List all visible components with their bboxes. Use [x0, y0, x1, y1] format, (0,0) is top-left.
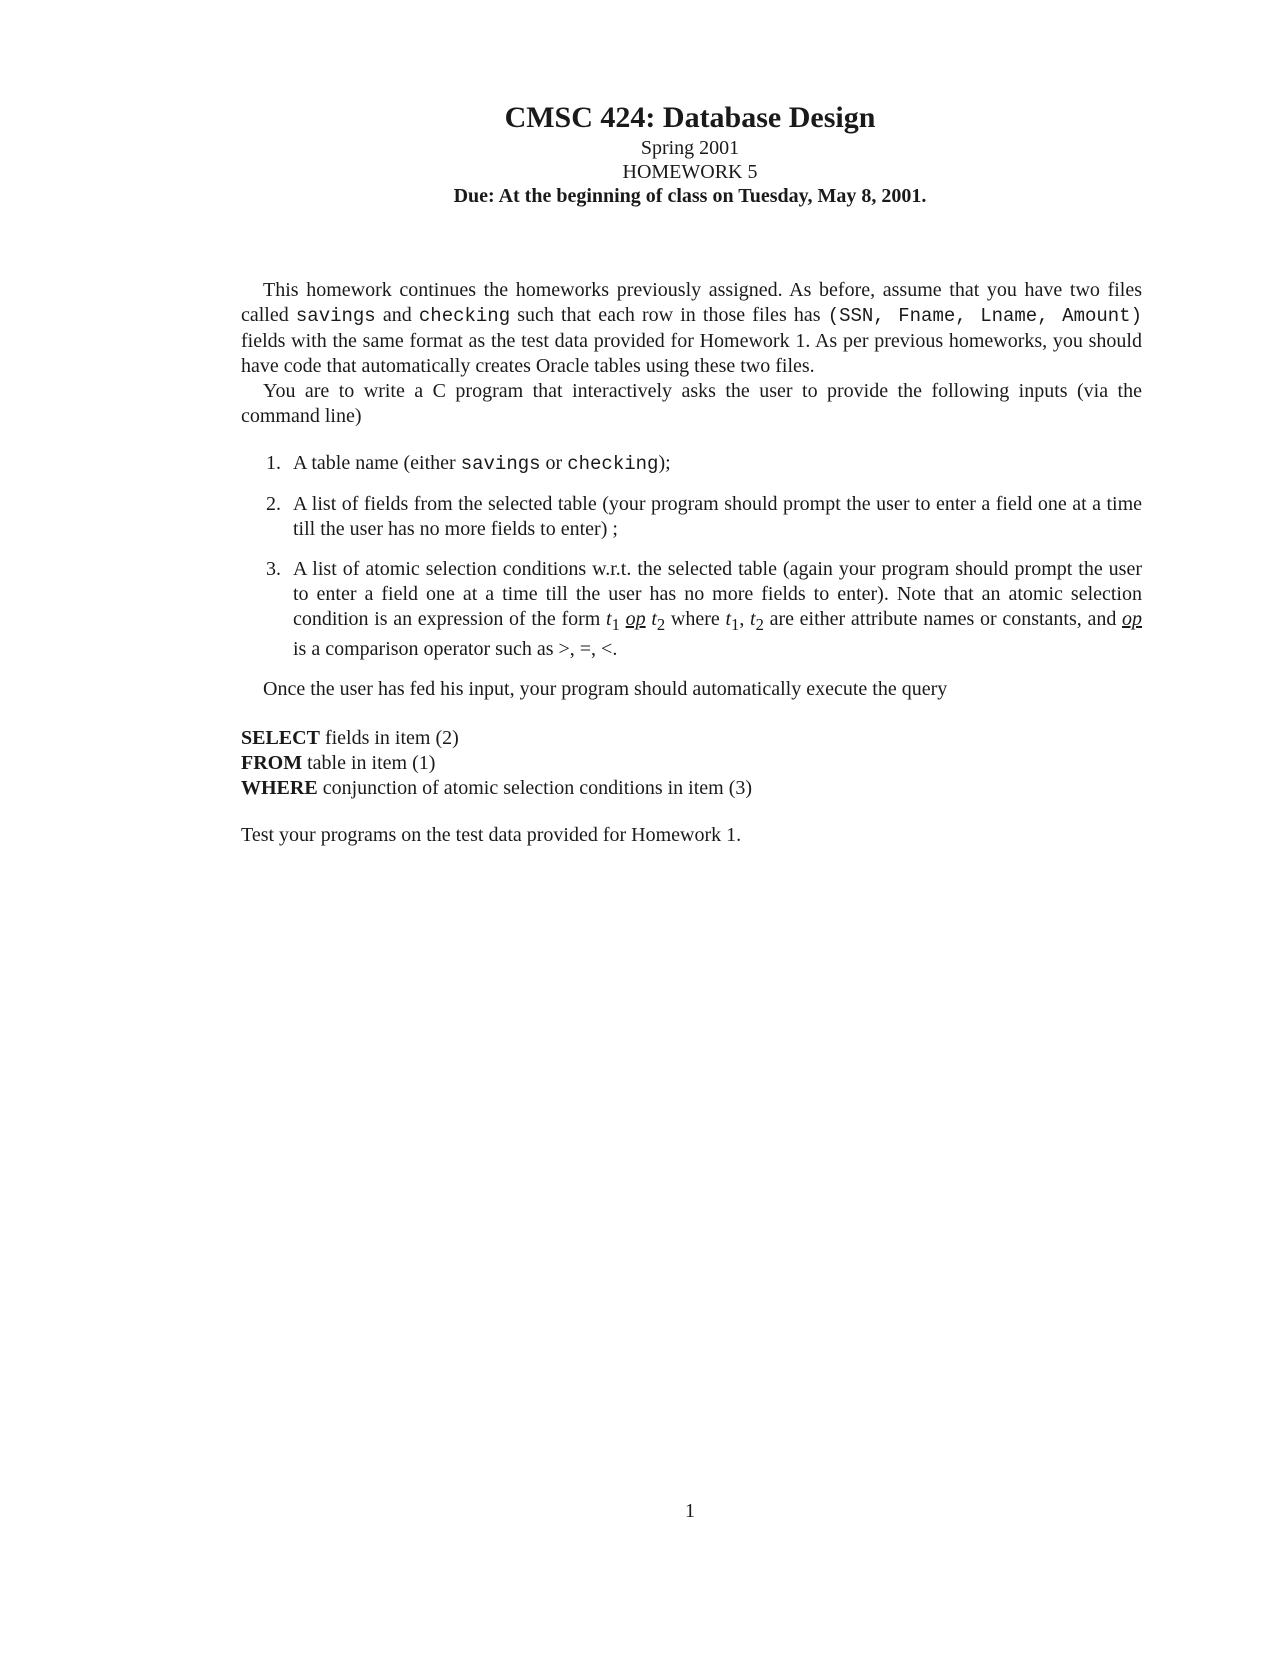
query-keyword: SELECT: [241, 727, 320, 749]
after-list-paragraph: Once the user has fed his input, your program should automatically execute the query: [263, 678, 948, 700]
math-t: t: [725, 608, 731, 630]
item-1-code-savings: savings: [460, 453, 541, 475]
item-1-code-checking: checking: [567, 453, 659, 475]
math-op: op: [625, 608, 646, 630]
query-keyword: WHERE: [241, 777, 318, 799]
query-clause: fields in item (2): [319, 727, 459, 749]
math-sub: 1: [611, 615, 620, 634]
item-3-text-a: A list of atomic selection conditions w.r.t. the selected table (again your program should prompt the user to enter a field one at a time till the user has no more fields to enter). Note that an atomic selection condition is an expression of the form: [293, 558, 1142, 630]
final-paragraph: Test your programs on the test data provided for Homework 1.: [241, 824, 742, 846]
due-date: Due: At the beginning of class on Tuesday, May 8, 2001.: [453, 185, 927, 207]
item-2-text: A list of fields from the selected table (your program should prompt the user to enter a field one at a time till the user has no more fields to enter) ;: [293, 493, 1142, 540]
course-title: CMSC 424: Database Design: [504, 101, 876, 134]
file-checking: checking: [418, 305, 511, 327]
list-item-number: 1.: [266, 452, 281, 474]
document-body: [241, 278, 1142, 848]
math-t: t: [606, 608, 612, 630]
math-t: t: [750, 608, 756, 630]
intro-and: and: [375, 304, 419, 326]
math-t: t: [651, 608, 657, 630]
intro-paragraph-2: You are to write a C program that interactively asks the user to provide the following inputs (via the command line): [241, 380, 1142, 427]
query-line: [241, 776, 1142, 801]
list-item-number: 3.: [266, 558, 281, 580]
page-number: 1: [685, 1500, 695, 1522]
item-3-text-b: where: [665, 608, 726, 630]
math-sub: 2: [755, 615, 764, 634]
list-item: 3. A list of atomic selection conditions w.r.t. the selected table (again your program should prompt the user to enter a field one at a time till the user has no more fields to enter). Note that an atomic selection condition is an expression of the form $t_1$ op $t_2$ where $t_1$, $t_2$ are either attribute names or constants, and op is a comparison operator such as >, =, <.: [266, 558, 1143, 660]
query-keyword: FROM: [241, 752, 303, 774]
file-savings: savings: [295, 305, 376, 327]
input-list: [241, 451, 1142, 662]
intro-text-c: fields with the same format as the test data provided for Homework 1. As per previous homeworks, you should have code that automatically creates Oracle tables using these two files.: [241, 330, 1142, 377]
sql-query: [241, 726, 1142, 801]
assignment-label: HOMEWORK 5: [622, 161, 758, 183]
query-line: [241, 751, 1142, 776]
item-1-text-end: );: [658, 452, 671, 474]
list-item-number: 2.: [266, 493, 281, 515]
field-list: (SSN, Fname, Lname, Amount): [827, 305, 1142, 327]
query-clause: conjunction of atomic selection conditions in item (3): [317, 777, 753, 799]
intro-text-b: such that each row in those files has: [510, 304, 828, 326]
math-sub: 1: [731, 615, 740, 634]
query-line: [241, 726, 1142, 751]
math-sub: 2: [656, 615, 666, 634]
item-3-text-d: is a comparison operator such as >, =, <.: [293, 638, 618, 660]
item-1-text-a: A table name (either: [293, 452, 461, 474]
list-item: [241, 451, 1142, 477]
list-item: [241, 492, 1142, 542]
query-clause: table in item (1): [302, 752, 436, 774]
intro-paragraph-1: [241, 278, 1142, 379]
item-1-text-mid: or: [540, 452, 568, 474]
math-op: op: [1122, 608, 1143, 630]
item-3-text-c: are either attribute names or constants, and: [763, 608, 1123, 630]
document-header: [0, 100, 1280, 208]
term-label: Spring 2001: [640, 137, 740, 159]
intro-text-a: This homework continues the homeworks previously assigned. As before, assume that you have two files called: [241, 279, 1142, 326]
